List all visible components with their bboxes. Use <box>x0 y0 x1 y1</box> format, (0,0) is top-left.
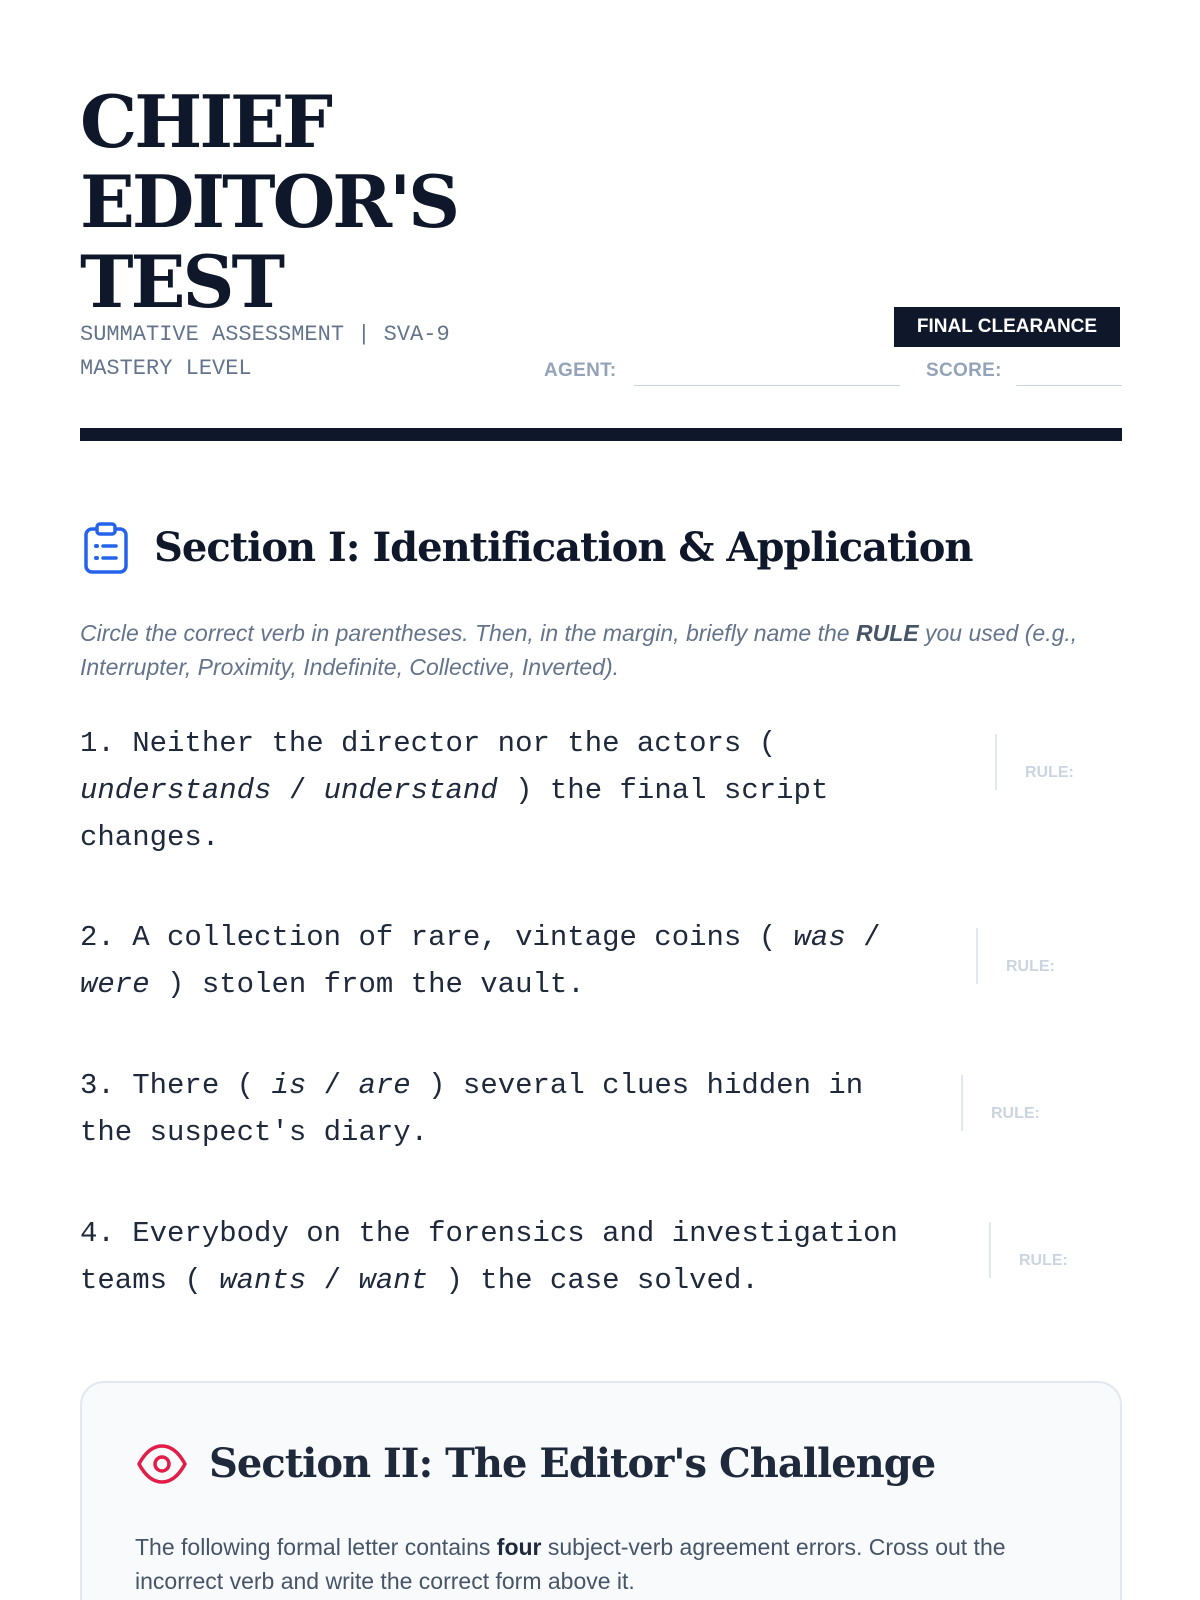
rule-margin-box[interactable] <box>961 1075 1040 1131</box>
question-text: Everybody on the forensics and investigation teams ( <box>80 1217 898 1297</box>
rule-label: RULE: <box>991 1105 1040 1122</box>
question-3: 3. There ( is / are ) several clues hidden in the suspect's diary. <box>80 1069 864 1149</box>
instructions-text: you used (e.g., Interrupter, Proximity, Indefinite, Collective, Inverted). <box>80 620 1078 680</box>
verb-option-a[interactable]: is <box>271 1069 307 1102</box>
agent-field-line[interactable] <box>634 385 900 386</box>
verb-option-a[interactable]: wants <box>219 1264 307 1297</box>
question-number: 3. <box>80 1069 115 1102</box>
title-line: CHIEF <box>80 79 331 164</box>
question-text: There ( <box>132 1069 255 1102</box>
verb-option-b[interactable]: want <box>358 1264 429 1297</box>
section-2-instructions <box>135 1530 1075 1598</box>
instructions-text: The following formal letter contains <box>135 1534 497 1560</box>
question-text: A collection of rare, vintage coins ( <box>132 921 777 954</box>
question-text: ) the final script changes. <box>80 774 829 854</box>
instructions-emphasis: RULE <box>855 620 919 646</box>
final-clearance-badge: FINAL CLEARANCE <box>894 307 1120 347</box>
subtitle-line: MASTERY LEVEL <box>80 356 252 381</box>
question-text: ) stolen from the vault. <box>167 968 585 1001</box>
rule-label: RULE: <box>1019 1252 1068 1269</box>
question-number: 2. <box>80 921 115 954</box>
question-number: 4. <box>80 1217 115 1250</box>
page-title <box>80 79 520 324</box>
rule-label: RULE: <box>1025 764 1074 781</box>
rule-margin-box[interactable] <box>989 1222 1068 1278</box>
instructions-text: Circle the correct verb in parentheses. Then, in the margin, briefly name the <box>80 620 856 646</box>
instructions-emphasis: four <box>496 1534 542 1560</box>
eye-icon <box>136 1442 188 1486</box>
section-2-title: Section II: The Editor's Challenge <box>209 1440 936 1487</box>
section-1-title: Section I: Identification & Application <box>154 524 973 571</box>
score-label: SCORE: <box>926 360 1002 381</box>
rule-margin-box[interactable] <box>976 928 1055 984</box>
header-divider <box>80 428 1122 441</box>
score-field-line[interactable] <box>1016 385 1122 386</box>
verb-option-a[interactable]: understands <box>80 774 272 807</box>
question-text: Neither the director nor the actors ( <box>132 727 777 760</box>
instructions-text: subject-verb agreement errors. Cross out the incorrect verb and write the correct form above it. <box>135 1534 1006 1594</box>
clipboard-list-icon <box>82 522 130 574</box>
question-number: 1. <box>80 727 115 760</box>
section-1-instructions <box>80 616 1130 684</box>
question-2: 2. A collection of rare, vintage coins ( was / were ) stolen from the vault. <box>80 921 881 1001</box>
question-text: ) the case solved. <box>445 1264 759 1297</box>
title-line: EDITOR'S <box>80 159 458 244</box>
verb-option-b[interactable]: are <box>358 1069 411 1102</box>
question-text: ) several clues hidden in the suspect's diary. <box>80 1069 864 1149</box>
title-line: TEST <box>80 239 283 324</box>
subtitle-line: SUMMATIVE ASSESSMENT | SVA-9 <box>80 322 450 347</box>
question-4: 4. Everybody on the forensics and investigation teams ( wants / want ) the case solved. <box>80 1217 898 1297</box>
verb-option-b[interactable]: were <box>80 968 150 1001</box>
rule-margin-box[interactable] <box>995 734 1074 790</box>
question-1: 1. Neither the director nor the actors ( understands / understand ) the final script changes. <box>80 727 829 854</box>
agent-label: AGENT: <box>544 360 617 381</box>
page-subtitle <box>80 318 500 386</box>
rule-label: RULE: <box>1006 958 1055 975</box>
verb-option-a[interactable]: was <box>793 921 846 954</box>
verb-option-b[interactable]: understand <box>323 774 498 807</box>
